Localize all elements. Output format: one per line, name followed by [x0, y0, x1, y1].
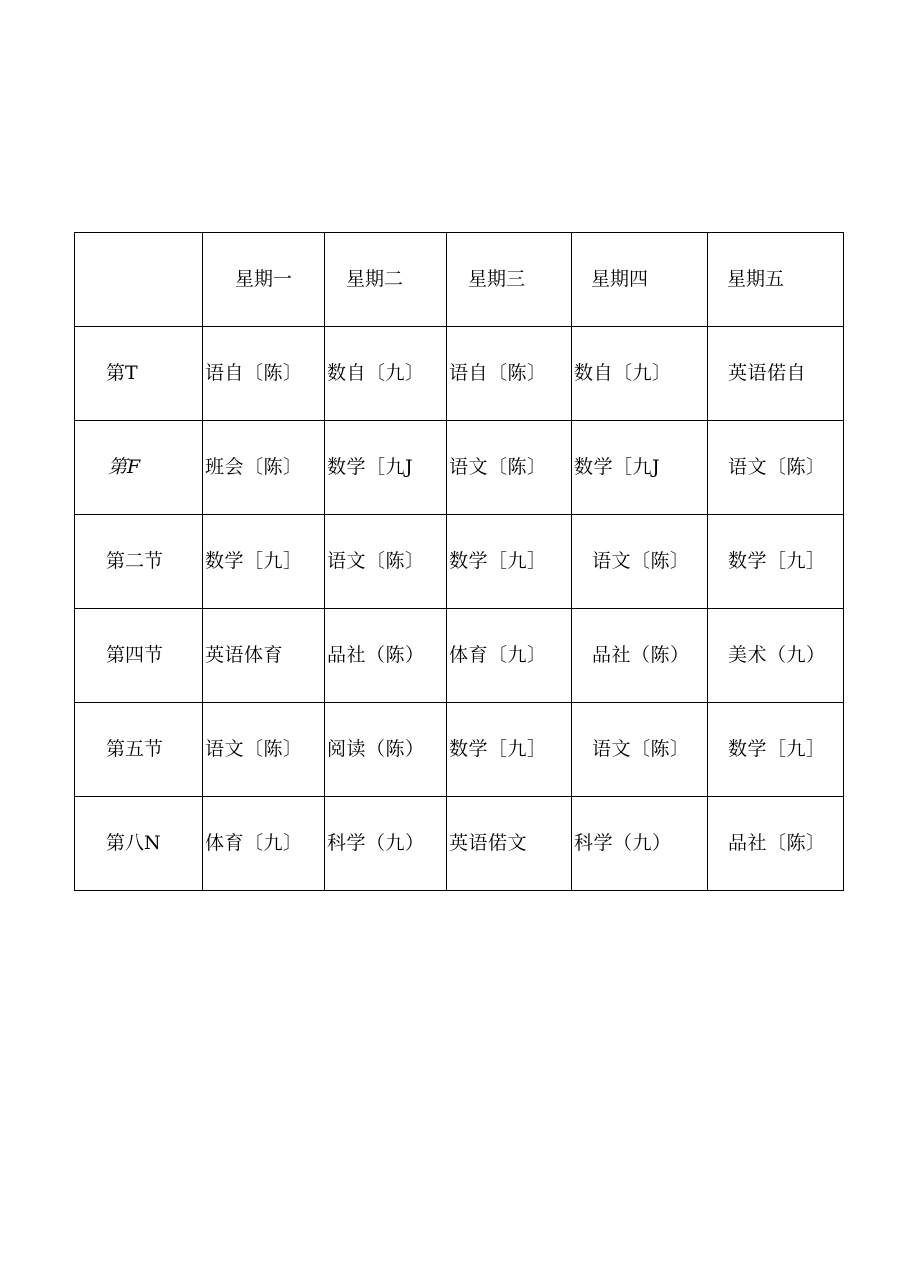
- class-cell: 英语偌自: [708, 327, 844, 421]
- class-cell: 数学［九］: [708, 703, 844, 797]
- header-day-tuesday: 星期二: [325, 233, 447, 327]
- class-cell: 阅读（陈）: [325, 703, 447, 797]
- period-label: 第T: [75, 327, 203, 421]
- class-cell: 品社（陈）: [325, 609, 447, 703]
- header-day-friday: 星期五: [708, 233, 844, 327]
- class-cell: 语文〔陈〕: [447, 421, 572, 515]
- header-day-monday: 星期一: [203, 233, 325, 327]
- class-cell: 语文〔陈〕: [708, 421, 844, 515]
- class-cell: 语文〔陈〕: [325, 515, 447, 609]
- header-day-thursday: 星期四: [572, 233, 708, 327]
- class-cell: 英语偌文: [447, 797, 572, 891]
- class-cell: 数学［九J: [572, 421, 708, 515]
- class-schedule-table: [74, 232, 844, 891]
- class-cell: 数自〔九〕: [325, 327, 447, 421]
- class-cell: 语自〔陈〕: [447, 327, 572, 421]
- table-row: [75, 703, 844, 797]
- class-cell: 语文〔陈〕: [572, 703, 708, 797]
- period-label: 第二节: [75, 515, 203, 609]
- class-cell: 英语体育: [203, 609, 325, 703]
- table-row: [75, 327, 844, 421]
- class-cell: 科学（九）: [325, 797, 447, 891]
- table-row: [75, 797, 844, 891]
- class-cell: 数学［九］: [203, 515, 325, 609]
- period-label: 第四节: [75, 609, 203, 703]
- corner-cell: [75, 233, 203, 327]
- class-cell: 数学［九］: [447, 703, 572, 797]
- class-cell: 数学［九］: [708, 515, 844, 609]
- class-cell: 数学［九J: [325, 421, 447, 515]
- table-row: [75, 515, 844, 609]
- period-label: 第八N: [75, 797, 203, 891]
- class-cell: 语自〔陈〕: [203, 327, 325, 421]
- period-label: 第F: [75, 421, 203, 515]
- class-cell: 品社（陈）: [572, 609, 708, 703]
- class-cell: 科学（九）: [572, 797, 708, 891]
- class-cell: 班会〔陈〕: [203, 421, 325, 515]
- class-cell: 语文〔陈〕: [203, 703, 325, 797]
- period-label: 第五节: [75, 703, 203, 797]
- header-day-wednesday: 星期三: [447, 233, 572, 327]
- class-cell: 语文〔陈〕: [572, 515, 708, 609]
- class-cell: 体育〔九〕: [447, 609, 572, 703]
- class-cell: 数自〔九〕: [572, 327, 708, 421]
- class-cell: 数学［九］: [447, 515, 572, 609]
- header-row: [75, 233, 844, 327]
- class-cell: 美术（九）: [708, 609, 844, 703]
- class-cell: 体育〔九〕: [203, 797, 325, 891]
- table-row: [75, 421, 844, 515]
- class-cell: 品社〔陈〕: [708, 797, 844, 891]
- table-row: [75, 609, 844, 703]
